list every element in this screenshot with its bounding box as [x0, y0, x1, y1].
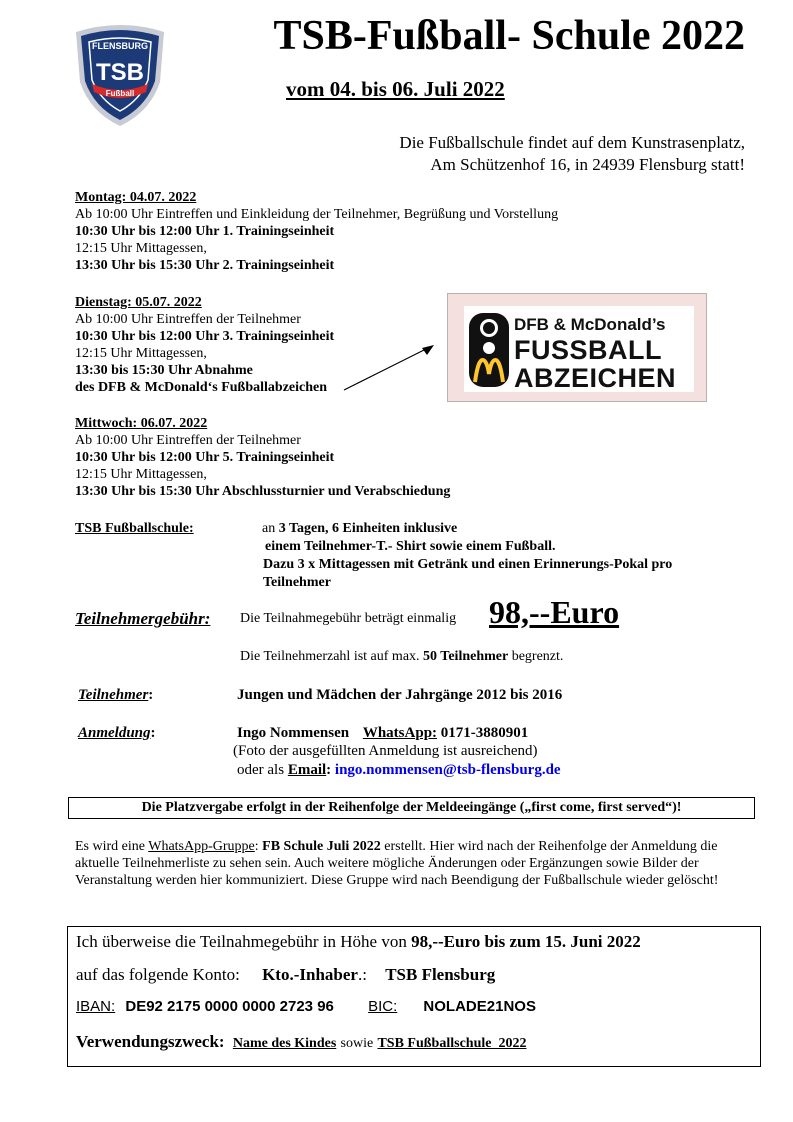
bank-line-1-bold: 98,--Euro bis zum 15. Juni 2022 — [411, 932, 641, 951]
email-pre: oder als — [237, 762, 285, 778]
purpose-mid: sowie — [340, 1036, 374, 1051]
schedule-tuesday — [75, 294, 334, 396]
schedule-line: 13:30 Uhr bis 15:30 Uhr 2. Trainingseinheit — [75, 258, 335, 273]
schedule-line: Ab 10:00 Uhr Eintreffen und Einkleidung der Teilnehmer, Begrüßung und Vorstellung — [75, 207, 559, 222]
info-text-1: Es wird eine — [75, 839, 145, 854]
day-heading: Dienstag: 05.07. 2022 — [75, 295, 202, 310]
info-colon: : — [254, 839, 259, 854]
dfb-badge-inner — [464, 306, 694, 392]
schedule-wednesday — [75, 415, 450, 500]
schedule-line: 10:30 Uhr bis 12:00 Uhr 3. Trainingseinheit — [75, 329, 335, 344]
whatsapp-group-name: FB Schule Juli 2022 — [262, 839, 381, 854]
dfb-badge — [447, 293, 707, 402]
badge-line-3: ABZEICHEN — [514, 363, 677, 393]
badge-line-2: FUSSBALL — [514, 335, 662, 365]
school-line-4: Teilnehmer — [263, 575, 331, 590]
schedule-monday — [75, 189, 558, 274]
purpose-label: Verwendungszweck: — [76, 1032, 225, 1051]
registration-label-text: Anmeldung — [78, 725, 151, 741]
schedule-line: 10:30 Uhr bis 12:00 Uhr 1. Trainingseinheit — [75, 224, 335, 239]
contact-name: Ingo Nommensen — [237, 725, 350, 741]
bank-line-2 — [76, 964, 495, 986]
info-text-2: erstellt. Hier wird nach der Reihenfolge der Anmeldung die aktuelle Teilnehmerliste zu sehen sein. Auch weitere mögliche Änderungen oder Ergänzungen sowie Bilder der Veranstaltung werden hier kommuniziert. Diese Gruppe wird nach Beendigung der Fußballschule wieder gelöscht! — [75, 839, 719, 888]
bank-line-2-pre: auf das folgende Konto: — [76, 965, 240, 984]
email-colon: : — [326, 762, 332, 778]
email-link[interactable]: ingo.nommensen@tsb-flensburg.de — [334, 762, 561, 778]
purpose-part-a: Name des Kindes — [232, 1036, 337, 1051]
max-pre: Die Teilnehmerzahl ist auf max. — [240, 649, 420, 664]
bank-line-1-pre: Ich überweise die Teilnahmegebühr in Höhe von — [76, 932, 407, 951]
arrow-icon — [340, 340, 440, 396]
max-post: begrenzt. — [511, 649, 564, 664]
school-line-3: Dazu 3 x Mittagessen mit Getränk und einen Erinnerungs-Pokal pro — [263, 557, 673, 572]
registration-label — [78, 724, 156, 742]
participants-label-text: Teilnehmer — [78, 687, 149, 703]
whatsapp-info — [75, 838, 745, 889]
max-bold: 50 Teilnehmer — [423, 649, 509, 664]
venue-line-2: Am Schützenhof 16, in 24939 Flensburg statt! — [430, 155, 745, 174]
participants-label — [78, 686, 153, 704]
logo-top-text: FLENSBURG — [92, 41, 148, 51]
participants-colon: : — [148, 687, 154, 703]
notice-box: Die Platzvergabe erfolgt in der Reihenfolge der Meldeeingänge („first come, first served“)! — [68, 797, 755, 819]
schedule-line: 13:30 Uhr bis 15:30 Uhr Abschlussturnier und Verabschiedung — [75, 484, 451, 499]
email-label: Email — [287, 762, 327, 778]
event-dates: vom 04. bis 06. Juli 2022 — [286, 77, 505, 101]
iban-label: IBAN: — [76, 998, 116, 1015]
schedule-line: des DFB & McDonald‘s Fußballabzeichen — [75, 380, 328, 395]
schedule-line: 12:15 Uhr Mittagessen, — [75, 241, 207, 256]
contact-phone: 0171-3880901 — [440, 725, 529, 741]
schedule-line: Ab 10:00 Uhr Eintreffen der Teilnehmer — [75, 312, 301, 327]
dfb-emblem-icon — [468, 312, 510, 388]
registration-note: (Foto der ausgefüllten Anmeldung ist ausreichend) — [233, 743, 538, 759]
schedule-line: 10:30 Uhr bis 12:00 Uhr 5. Trainingseinheit — [75, 450, 335, 465]
school-line-1-pre: an — [262, 521, 276, 536]
day-heading: Montag: 04.07. 2022 — [75, 190, 197, 205]
bank-box — [67, 926, 761, 1067]
bank-line-3 — [76, 997, 536, 1017]
bank-line-1 — [76, 931, 641, 953]
schedule-line: 13:30 bis 15:30 Uhr Abnahme — [75, 363, 253, 378]
schedule-line: Ab 10:00 Uhr Eintreffen der Teilnehmer — [75, 433, 301, 448]
whatsapp-label: WhatsApp: — [362, 725, 438, 741]
day-heading: Mittwoch: 06.07. 2022 — [75, 416, 208, 431]
school-label: TSB Fußballschule: — [75, 521, 194, 536]
max-participants — [240, 648, 563, 665]
bic-label: BIC: — [368, 998, 398, 1015]
fee-price: 98,--Euro — [489, 594, 620, 630]
fee-label: Teilnehmergebühr: — [75, 609, 211, 628]
owner-label: Kto.-Inhaber — [262, 965, 358, 984]
registration-colon: : — [150, 725, 156, 741]
schedule-line: 12:15 Uhr Mittagessen, — [75, 346, 207, 361]
purpose-part-b: TSB Fußballschule 2022 — [377, 1036, 527, 1051]
whatsapp-group-link: WhatsApp-Gruppe — [148, 839, 255, 854]
school-line-1-bold: 3 Tagen, 6 Einheiten inklusive — [278, 521, 458, 536]
registration-email-line — [237, 761, 561, 779]
school-line-2: einem Teilnehmer-T.- Shirt sowie einem Fußball. — [265, 539, 556, 554]
fee-text: Die Teilnahmegebühr beträgt einmalig — [240, 611, 457, 626]
logo-main-text: TSB — [96, 59, 144, 86]
owner-punct: .: — [357, 965, 367, 984]
venue-info — [399, 132, 745, 176]
participants-text: Jungen und Mädchen der Jahrgänge 2012 bis 2016 — [237, 687, 563, 703]
account-owner: TSB Flensburg — [385, 965, 496, 984]
bic-value: NOLADE21NOS — [423, 998, 536, 1015]
logo-bottom-text: Fußball — [105, 89, 135, 98]
venue-line-1: Die Fußballschule findet auf dem Kunstrasenplatz, — [399, 133, 745, 152]
badge-line-1: DFB & McDonald’s — [514, 315, 666, 334]
iban-value: DE92 2175 0000 0000 2723 96 — [125, 998, 334, 1015]
school-line-1 — [262, 520, 457, 537]
schedule-line: 12:15 Uhr Mittagessen, — [75, 467, 207, 482]
registration-contact — [237, 724, 528, 742]
page-title: TSB-Fußball- Schule 2022 — [273, 13, 745, 59]
bank-line-4 — [76, 1031, 526, 1055]
